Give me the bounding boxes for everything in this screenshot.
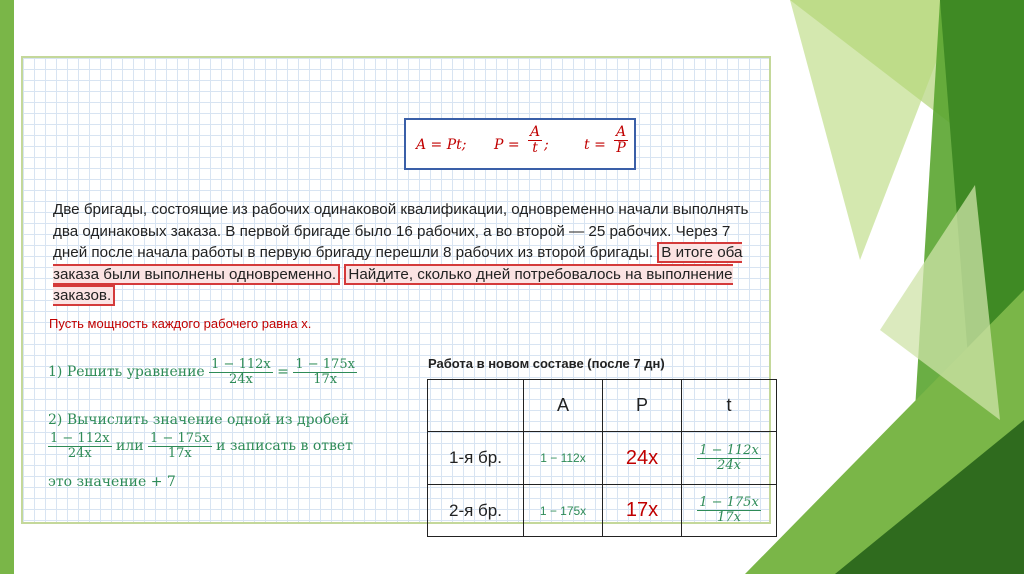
step1-left-fraction — [209, 358, 273, 386]
formula-box — [404, 118, 636, 170]
table-header-a: A — [524, 380, 603, 432]
time-fraction — [697, 496, 761, 524]
step2-left-fraction — [48, 432, 112, 460]
step1-equals: = — [277, 364, 289, 381]
deco-left-strip — [0, 0, 14, 574]
work-table — [427, 379, 777, 537]
cell-time — [682, 485, 777, 537]
problem-text: Две бригады, состоящие из рабочих одинаковой квалификации, одновременно начали выполнять два одинаковых заказа. В первой бригаде было 16 рабочих, а во второй — 25 рабочих. Через 7 дней после начала работы в первую бригаду перешли 8 рабочих из второй бригады. — [53, 201, 749, 261]
step2-right-den: 17x — [167, 445, 192, 461]
row-label: 1-я бр. — [428, 432, 524, 485]
row-label: 2-я бр. — [428, 485, 524, 537]
step2-right-num: 1 − 175x — [150, 431, 210, 446]
table-row — [428, 432, 777, 485]
formula-power-tail: ; — [544, 137, 549, 153]
step2-tail: и записать в ответ — [216, 438, 353, 455]
table-header-t: t — [682, 380, 777, 432]
table-title: Работа в новом составе (после 7 дн) — [428, 356, 665, 371]
step1-right-fraction — [293, 358, 357, 386]
formula-power-num: A — [530, 124, 541, 140]
step2-or: или — [116, 438, 144, 455]
time-den: 24x — [717, 457, 741, 473]
cell-power: 24x — [603, 432, 682, 485]
cell-time — [682, 432, 777, 485]
step1-left-num: 1 − 112x — [211, 357, 271, 372]
step1-right-den: 17x — [313, 371, 338, 387]
problem-highlight-result: В итоге оба заказа были выполнены одновременно. — [53, 244, 743, 283]
formula-power-fraction — [528, 125, 542, 155]
time-fraction — [697, 444, 761, 472]
time-num: 1 − 175x — [699, 495, 759, 511]
cell-power: 17x — [603, 485, 682, 537]
table-row — [428, 485, 777, 537]
cell-work: 1 − 175x — [524, 485, 603, 537]
step1-right-num: 1 − 175x — [295, 357, 355, 372]
assumption-note: Пусть мощность каждого рабочего равна x. — [49, 316, 312, 331]
time-den: 17x — [717, 510, 741, 525]
formula-time-lhs: t = — [584, 137, 606, 153]
table-header-p: P — [603, 380, 682, 432]
formula-time-num: A — [616, 124, 627, 140]
step2-right-fraction — [148, 432, 212, 460]
formula-time-den: P — [616, 139, 626, 156]
time-num: 1 − 112x — [699, 442, 759, 458]
table-corner-cell — [428, 380, 524, 432]
step1-left-den: 24x — [228, 371, 253, 387]
problem-highlight-question: Найдите, сколько дней потребовалось на выполнение заказов. — [53, 265, 733, 304]
step1-label: 1) Решить уравнение — [48, 364, 205, 381]
formula-time-fraction — [614, 125, 628, 155]
formula-power-den: t — [532, 139, 538, 156]
step2-left-num: 1 − 112x — [50, 431, 110, 446]
cell-work: 1 − 112x — [524, 432, 603, 485]
formula-work: A = Pt; — [416, 137, 467, 153]
problem-statement — [53, 199, 753, 307]
step-2-label: 2) Вычислить значение одной из дробей — [48, 412, 350, 428]
step-2-last: это значение + 7 — [48, 474, 176, 490]
step-2-fractions — [48, 432, 353, 460]
step-1 — [48, 358, 357, 386]
table-header-row — [428, 380, 777, 432]
formula-power-lhs: P = — [494, 137, 520, 153]
step2-left-den: 24x — [67, 445, 92, 461]
